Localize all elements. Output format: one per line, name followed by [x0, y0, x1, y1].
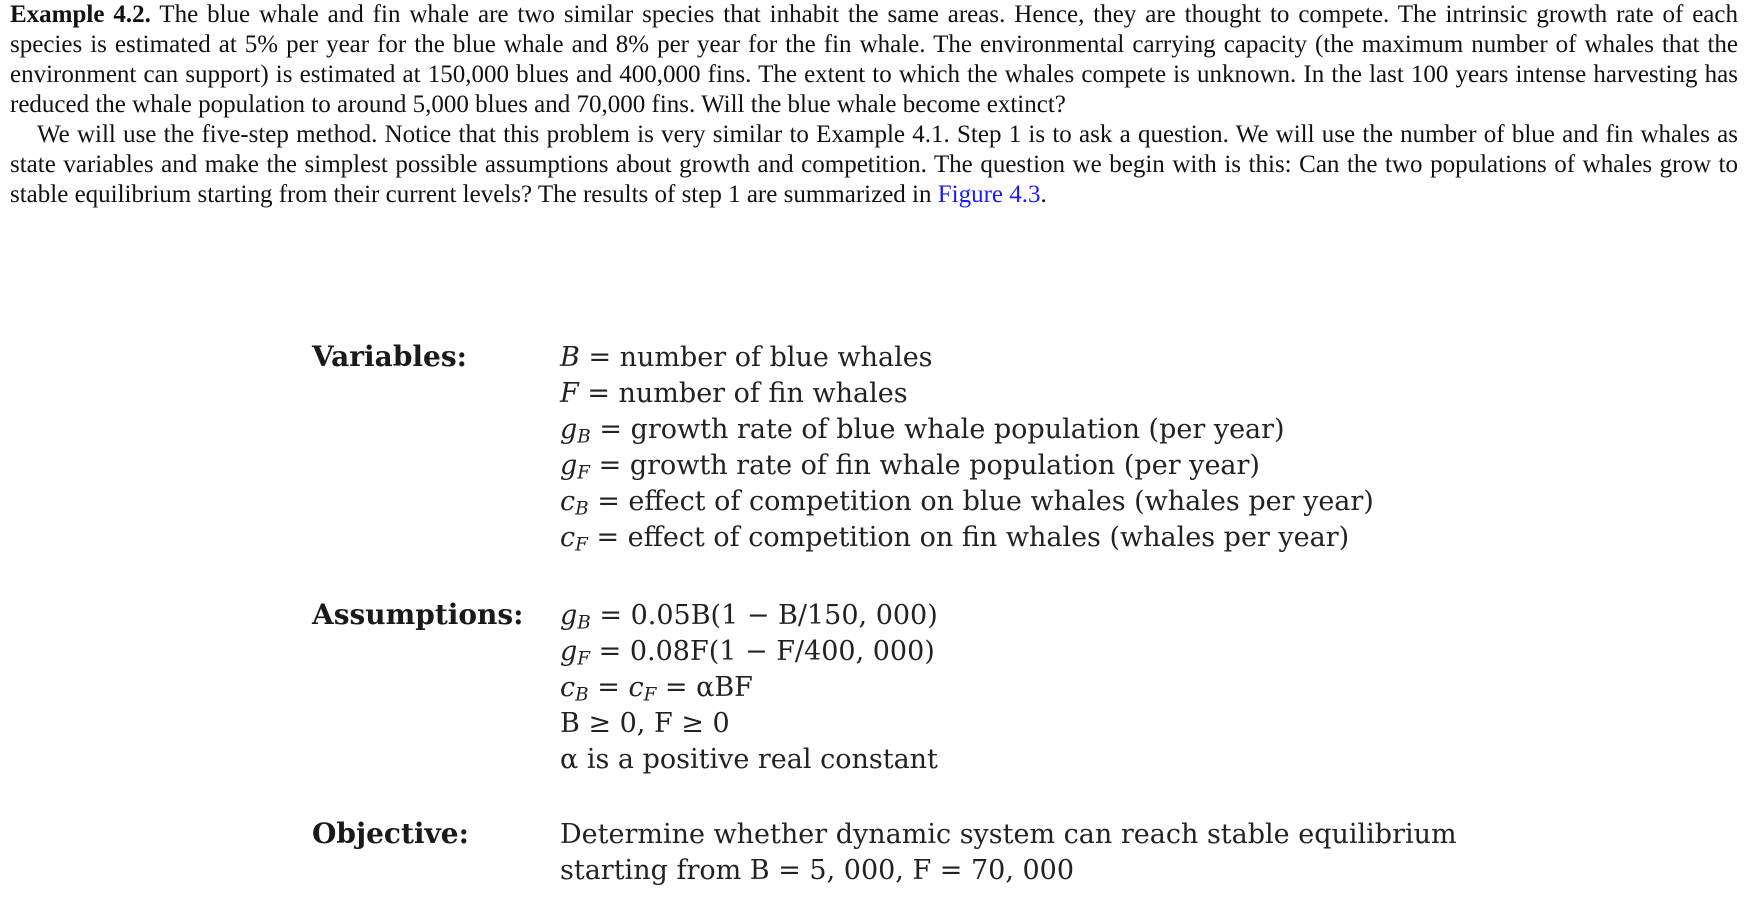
variable-line: $g_F$ = growth rate of fin whale population (per year) [560, 450, 1260, 484]
variable-line: F = number of fin whales [560, 378, 908, 409]
variable-line: $g_B$ = growth rate of blue whale population (per year) [560, 414, 1285, 448]
assumption-line-c: $c_B = c_F = \alpha BF$ [560, 672, 753, 706]
variables-label: Variables: [312, 340, 467, 373]
assumption-line-gb: $g_B = 0.05B(1 - B/150$, 000) [560, 600, 938, 634]
objective-label: Objective: [312, 817, 469, 850]
objective-line-1: Determine whether dynamic system can reach stable equilibrium [560, 819, 1457, 850]
variable-line: $c_B$ = effect of competition on blue whales (whales per year) [560, 486, 1374, 520]
assumption-line-nonneg: B ≥ 0, F ≥ 0 [560, 708, 730, 739]
example-label: Example 4.2. [10, 1, 151, 28]
objective-line-2: starting from B = 5, 000, F = 70, 000 [560, 855, 1075, 886]
figure-link[interactable]: Figure 4.3 [937, 181, 1041, 208]
paragraph-2-end: . [1040, 181, 1047, 208]
paragraph-1-body: The blue whale and fin whale are two similar species that inhabit the same areas. Hence, they are thought to compete. The intrinsic growth rate of each species is estimated at 5% per year for the blue whale and 8% per year for the fin whale. The environmental carrying capacity (the maximum number of whales that the environment can support) is estimated at 150,000 blues and 400,000 fins. The extent to which the whales compete is unknown. In the last 100 years intense harvesting has reduced the whale population to around 5,000 blues and 70,000 fins. Will the blue whale become extinct? [10, 1, 1738, 118]
assumption-line-alpha: α is a positive real constant [560, 744, 938, 775]
variable-line: B = number of blue whales [560, 342, 933, 373]
assumptions-label: Assumptions: [312, 598, 524, 631]
assumption-line-gf: $g_F = 0.08F(1 - F/400$, 000) [560, 636, 935, 670]
paragraph-2-body: We will use the five-step method. Notice that this problem is very similar to Example 4.1. Step 1 is to ask a question. We will use the number of blue and fin whales as state variables and make the simplest possible assumptions about growth and competition. The question we begin with is this: Can the two populations of whales grow to stable equilibrium starting from their current levels? The results of step 1 are summarized in [10, 121, 1738, 208]
variable-line: $c_F$ = effect of competition on fin whales (whales per year) [560, 522, 1350, 556]
